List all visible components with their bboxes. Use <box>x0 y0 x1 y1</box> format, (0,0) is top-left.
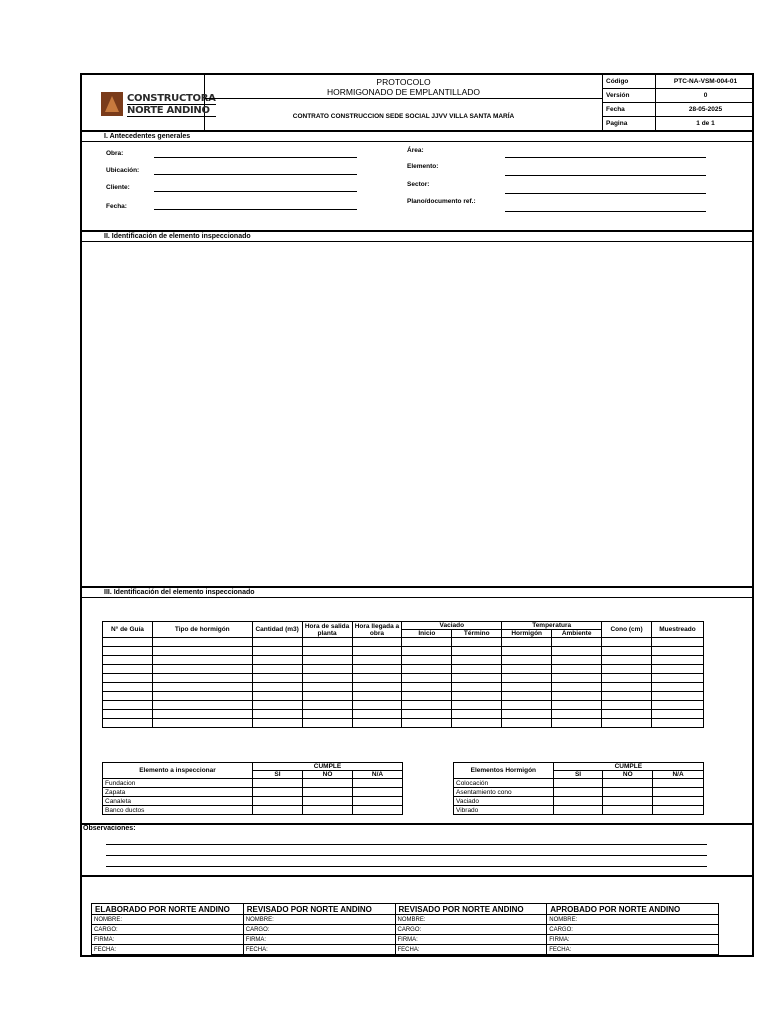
guide-cell[interactable] <box>651 665 703 674</box>
guide-row <box>103 647 704 656</box>
signature-column-header: APROBADO POR NORTE ANDINO <box>547 904 719 915</box>
observaciones-line-3[interactable] <box>106 866 707 867</box>
section-1-title: I. Antecedentes generales <box>104 133 191 140</box>
meta-version-value: 0 <box>655 89 755 102</box>
guide-cell[interactable] <box>602 665 652 674</box>
guide-cell[interactable] <box>352 665 402 674</box>
guide-cell[interactable] <box>402 638 452 647</box>
inspect-left-no: NO <box>303 771 353 779</box>
guide-cell[interactable] <box>402 647 452 656</box>
guide-cell[interactable] <box>402 683 452 692</box>
section-1-bar <box>82 130 752 142</box>
logo-cell <box>82 75 216 130</box>
inspect-left-item-label: Fundacion <box>103 779 253 788</box>
guide-cell[interactable] <box>552 665 602 674</box>
inspect-right-body <box>454 779 704 815</box>
signature-field[interactable]: FIRMA: <box>547 935 719 945</box>
signature-row <box>92 915 719 925</box>
document-frame <box>80 73 754 957</box>
cliente-field[interactable] <box>154 191 357 192</box>
inspect-left-check-na[interactable] <box>353 788 403 797</box>
area-label: Área: <box>407 147 424 154</box>
title-line-2: HORMIGONADO DE EMPLANTILLADO <box>326 87 481 97</box>
guide-cell[interactable] <box>302 656 352 665</box>
meta-page-value: 1 de 1 <box>655 117 755 130</box>
inspect-right-table <box>453 762 704 815</box>
guide-cell[interactable] <box>302 647 352 656</box>
guide-cell[interactable] <box>402 701 452 710</box>
guide-cell[interactable] <box>152 638 252 647</box>
guide-cell[interactable] <box>103 701 153 710</box>
guide-cell[interactable] <box>552 674 602 683</box>
signature-field[interactable]: NOMBRE: <box>547 915 719 925</box>
document-meta <box>603 75 754 130</box>
company-logo <box>127 93 216 117</box>
meta-page-row <box>603 117 754 131</box>
inspect-right-header: Elementos Hormigón <box>454 763 554 779</box>
signature-divider <box>82 875 752 877</box>
inspect-right-item-label: Vaciado <box>454 797 554 806</box>
obra-field[interactable] <box>154 157 357 158</box>
inspect-left-table <box>102 762 403 815</box>
header-ambiente: Ambiente <box>552 630 602 638</box>
signature-field[interactable]: CARGO: <box>92 925 244 935</box>
guide-cell[interactable] <box>452 674 502 683</box>
guide-cell[interactable] <box>651 701 703 710</box>
guide-cell[interactable] <box>452 719 502 728</box>
guide-cell[interactable] <box>103 719 153 728</box>
guide-cell[interactable] <box>602 656 652 665</box>
inspect-left-row <box>103 806 403 815</box>
guide-cell[interactable] <box>502 656 552 665</box>
guide-cell[interactable] <box>502 701 552 710</box>
signature-field[interactable]: FECHA: <box>547 945 719 955</box>
ubicacion-label: Ubicación: <box>106 167 140 174</box>
guide-cell[interactable] <box>302 692 352 701</box>
guide-cell[interactable] <box>651 710 703 719</box>
guide-cell[interactable] <box>552 701 602 710</box>
inspect-left-item-label: Canaleta <box>103 797 253 806</box>
signature-field[interactable]: FIRMA: <box>92 935 244 945</box>
title-cell <box>205 75 603 130</box>
section-3-bar <box>82 586 752 598</box>
header-cono: Cono (cm) <box>602 622 652 638</box>
inspect-right-item-label: Asentamiento cono <box>454 788 554 797</box>
guide-cell[interactable] <box>302 701 352 710</box>
plano-field[interactable] <box>505 211 706 212</box>
signature-field[interactable]: FECHA: <box>395 945 547 955</box>
header-inicio: Inicio <box>402 630 452 638</box>
guide-cell[interactable] <box>302 719 352 728</box>
inspect-left-item-label: Zapata <box>103 788 253 797</box>
guide-cell[interactable] <box>651 656 703 665</box>
guide-cell[interactable] <box>402 656 452 665</box>
section-2-bar <box>82 230 752 242</box>
guide-table-body <box>103 638 704 728</box>
inspect-left-item-label: Banco ductos <box>103 806 253 815</box>
guide-cell[interactable] <box>602 683 652 692</box>
elemento-field[interactable] <box>505 175 706 176</box>
inspect-left-check-no[interactable] <box>303 779 353 788</box>
guide-cell[interactable] <box>552 638 602 647</box>
guide-cell[interactable] <box>502 710 552 719</box>
signature-column-header: REVISADO POR NORTE ANDINO <box>395 904 547 915</box>
inspect-right-check-si[interactable] <box>553 797 603 806</box>
guide-cell[interactable] <box>552 683 602 692</box>
meta-code-value: PTC-NA-VSM-004-01 <box>655 75 755 88</box>
guide-cell[interactable] <box>502 674 552 683</box>
guide-cell[interactable] <box>502 683 552 692</box>
observaciones-label: Observaciones: <box>83 825 136 832</box>
guide-cell[interactable] <box>651 692 703 701</box>
inspect-left-check-si[interactable] <box>253 806 303 815</box>
header-hormigon: Hormigón <box>502 630 552 638</box>
guide-cell[interactable] <box>602 647 652 656</box>
signature-field[interactable]: CARGO: <box>395 925 547 935</box>
meta-date-label: Fecha <box>606 106 625 113</box>
guide-cell[interactable] <box>152 719 252 728</box>
inspect-right-check-no[interactable] <box>603 797 653 806</box>
header-termino: Término <box>452 630 502 638</box>
inspect-right-check-no[interactable] <box>603 779 653 788</box>
guide-cell[interactable] <box>602 638 652 647</box>
inspect-right-na: N/A <box>653 771 704 779</box>
guide-cell[interactable] <box>103 710 153 719</box>
guide-table <box>102 621 704 728</box>
inspect-right-cumple: CUMPLE <box>553 763 703 771</box>
inspect-right-row <box>454 806 704 815</box>
guide-cell[interactable] <box>402 692 452 701</box>
guide-cell[interactable] <box>103 665 153 674</box>
signature-field[interactable]: CARGO: <box>243 925 395 935</box>
guide-row <box>103 665 704 674</box>
observaciones-line-2[interactable] <box>106 855 707 856</box>
inspect-left-check-no[interactable] <box>303 797 353 806</box>
guide-cell[interactable] <box>103 683 153 692</box>
guide-cell[interactable] <box>352 701 402 710</box>
meta-code-label: Código <box>606 78 629 85</box>
inspect-left-check-si[interactable] <box>253 788 303 797</box>
guide-cell[interactable] <box>452 638 502 647</box>
header-muestreado: Muestreado <box>651 622 703 638</box>
guide-cell[interactable] <box>252 647 302 656</box>
signature-column-header: REVISADO POR NORTE ANDINO <box>243 904 395 915</box>
guide-cell[interactable] <box>602 701 652 710</box>
header-tipo: Tipo de hormigón <box>152 622 252 638</box>
guide-cell[interactable] <box>352 674 402 683</box>
guide-cell[interactable] <box>352 692 402 701</box>
guide-row <box>103 656 704 665</box>
guide-cell[interactable] <box>352 719 402 728</box>
signature-field[interactable]: NOMBRE: <box>92 915 244 925</box>
guide-cell[interactable] <box>152 665 252 674</box>
guide-cell[interactable] <box>352 710 402 719</box>
guide-cell[interactable] <box>252 656 302 665</box>
guide-cell[interactable] <box>602 674 652 683</box>
section-3-title: III. Identificación del elemento inspeccionado <box>104 589 255 596</box>
header-salida: Hora de salida planta <box>302 622 352 638</box>
area-field[interactable] <box>505 157 706 158</box>
guide-row <box>103 710 704 719</box>
guide-cell[interactable] <box>252 665 302 674</box>
inspect-right-check-si[interactable] <box>553 806 603 815</box>
signature-field[interactable]: FECHA: <box>243 945 395 955</box>
inspect-right-check-na[interactable] <box>653 806 704 815</box>
guide-cell[interactable] <box>302 710 352 719</box>
guide-cell[interactable] <box>352 638 402 647</box>
inspect-right-row <box>454 779 704 788</box>
guide-cell[interactable] <box>452 710 502 719</box>
guide-cell[interactable] <box>452 701 502 710</box>
guide-cell[interactable] <box>602 692 652 701</box>
guide-cell[interactable] <box>252 710 302 719</box>
inspect-left-check-na[interactable] <box>353 806 403 815</box>
sector-field[interactable] <box>505 193 706 194</box>
logo-top-text: CONSTRUCTORA <box>127 93 216 104</box>
guide-cell[interactable] <box>352 683 402 692</box>
guide-cell[interactable] <box>103 692 153 701</box>
guide-cell[interactable] <box>651 647 703 656</box>
guide-cell[interactable] <box>252 692 302 701</box>
guide-cell[interactable] <box>452 656 502 665</box>
signature-field[interactable]: FIRMA: <box>243 935 395 945</box>
guide-cell[interactable] <box>651 719 703 728</box>
inspect-left-body <box>103 779 403 815</box>
inspect-left-check-si[interactable] <box>253 797 303 806</box>
fecha-field[interactable] <box>154 209 357 210</box>
contract-name: CONTRATO CONSTRUCCION SEDE SOCIAL JJVV VILLA SANTA MARÍA <box>292 113 515 120</box>
guide-row <box>103 683 704 692</box>
guide-cell[interactable] <box>152 683 252 692</box>
guide-cell[interactable] <box>402 710 452 719</box>
guide-cell[interactable] <box>502 719 552 728</box>
meta-code-row <box>603 75 754 89</box>
guide-cell[interactable] <box>552 719 602 728</box>
meta-date-row <box>603 103 754 117</box>
inspect-right-si: SI <box>553 771 603 779</box>
guide-cell[interactable] <box>502 647 552 656</box>
guide-cell[interactable] <box>502 665 552 674</box>
observaciones-line-1[interactable] <box>106 844 707 845</box>
guide-cell[interactable] <box>152 701 252 710</box>
signature-row <box>92 935 719 945</box>
guide-cell[interactable] <box>402 665 452 674</box>
header-guia: N° de Guía <box>103 622 153 638</box>
guide-cell[interactable] <box>552 656 602 665</box>
signature-field[interactable]: FIRMA: <box>395 935 547 945</box>
guide-cell[interactable] <box>302 665 352 674</box>
guide-cell[interactable] <box>552 647 602 656</box>
guide-cell[interactable] <box>302 638 352 647</box>
guide-cell[interactable] <box>552 710 602 719</box>
guide-cell[interactable] <box>152 692 252 701</box>
meta-version-label: Versión <box>606 92 630 99</box>
inspect-left-row <box>103 788 403 797</box>
inspect-left-check-no[interactable] <box>303 806 353 815</box>
guide-cell[interactable] <box>402 674 452 683</box>
guide-cell[interactable] <box>452 692 502 701</box>
guide-cell[interactable] <box>452 647 502 656</box>
guide-cell[interactable] <box>252 683 302 692</box>
guide-cell[interactable] <box>103 638 153 647</box>
guide-cell[interactable] <box>502 692 552 701</box>
signature-body <box>92 915 719 955</box>
meta-version-row <box>603 89 754 103</box>
inspect-left-check-na[interactable] <box>353 797 403 806</box>
inspect-right-check-no[interactable] <box>603 788 653 797</box>
ubicacion-field[interactable] <box>154 174 357 175</box>
guide-cell[interactable] <box>252 638 302 647</box>
guide-cell[interactable] <box>602 719 652 728</box>
guide-cell[interactable] <box>552 692 602 701</box>
signature-column-header: ELABORADO POR NORTE ANDINO <box>92 904 244 915</box>
guide-cell[interactable] <box>402 719 452 728</box>
guide-cell[interactable] <box>152 674 252 683</box>
signature-field[interactable]: FECHA: <box>92 945 244 955</box>
guide-cell[interactable] <box>302 674 352 683</box>
guide-cell[interactable] <box>152 647 252 656</box>
signature-row <box>92 925 719 935</box>
guide-cell[interactable] <box>152 656 252 665</box>
inspect-right-item-label: Vibrado <box>454 806 554 815</box>
fecha-label: Fecha: <box>106 203 127 210</box>
guide-row <box>103 638 704 647</box>
guide-cell[interactable] <box>252 719 302 728</box>
header-temperatura: Temperatura <box>502 622 602 630</box>
signature-field[interactable]: NOMBRE: <box>243 915 395 925</box>
guide-row <box>103 719 704 728</box>
guide-cell[interactable] <box>651 683 703 692</box>
sector-label: Sector: <box>407 181 430 188</box>
guide-cell[interactable] <box>452 665 502 674</box>
guide-cell[interactable] <box>103 656 153 665</box>
header-cantidad: Cantidad (m3) <box>252 622 302 638</box>
guide-cell[interactable] <box>602 710 652 719</box>
inspect-right-row <box>454 788 704 797</box>
inspect-left-na: N/A <box>353 771 403 779</box>
meta-page-label: Pagina <box>606 120 628 127</box>
header-llegada: Hora llegada a obra <box>352 622 402 638</box>
header-vaciado: Vaciado <box>402 622 502 630</box>
guide-row <box>103 692 704 701</box>
inspect-right-check-si[interactable] <box>553 788 603 797</box>
inspect-right-check-na[interactable] <box>653 788 704 797</box>
inspect-left-check-na[interactable] <box>353 779 403 788</box>
signature-table <box>91 903 719 955</box>
meta-date-value: 28-05-2025 <box>655 103 755 116</box>
guide-cell[interactable] <box>252 674 302 683</box>
inspect-left-cumple: CUMPLE <box>253 763 403 771</box>
inspect-right-check-na[interactable] <box>653 797 704 806</box>
inspect-right-check-si[interactable] <box>553 779 603 788</box>
obra-label: Obra: <box>106 150 124 157</box>
inspect-left-row <box>103 779 403 788</box>
guide-cell[interactable] <box>352 656 402 665</box>
inspect-right-check-no[interactable] <box>603 806 653 815</box>
observaciones-divider <box>82 823 752 825</box>
title-line-1: PROTOCOLO <box>376 77 431 87</box>
inspect-left-check-si[interactable] <box>253 779 303 788</box>
guide-cell[interactable] <box>452 683 502 692</box>
guide-cell[interactable] <box>103 647 153 656</box>
inspect-right-check-na[interactable] <box>653 779 704 788</box>
guide-cell[interactable] <box>651 638 703 647</box>
guide-cell[interactable] <box>302 683 352 692</box>
guide-row <box>103 701 704 710</box>
element-sketch-area[interactable] <box>82 243 752 586</box>
plano-label: Plano/documento ref.: <box>407 198 476 205</box>
inspect-left-row <box>103 797 403 806</box>
guide-cell[interactable] <box>651 674 703 683</box>
inspect-left-check-no[interactable] <box>303 788 353 797</box>
guide-cell[interactable] <box>352 647 402 656</box>
inspect-right-item-label: Colocación <box>454 779 554 788</box>
guide-cell[interactable] <box>103 674 153 683</box>
guide-cell[interactable] <box>252 701 302 710</box>
guide-row <box>103 674 704 683</box>
inspect-left-si: SI <box>253 771 303 779</box>
section-2-title: II. Identificación de elemento inspeccionado <box>104 233 251 240</box>
logo-bottom-text: NORTE ANDINO <box>127 104 216 117</box>
signature-field[interactable]: NOMBRE: <box>395 915 547 925</box>
cliente-label: Cliente: <box>106 184 130 191</box>
logo-mark-icon <box>101 92 123 116</box>
inspect-left-header: Elemento a inspeccionar <box>103 763 253 779</box>
guide-cell[interactable] <box>502 638 552 647</box>
inspect-right-row <box>454 797 704 806</box>
inspect-right-no: NO <box>603 771 653 779</box>
signature-field[interactable]: CARGO: <box>547 925 719 935</box>
elemento-label: Elemento: <box>407 163 439 170</box>
guide-cell[interactable] <box>152 710 252 719</box>
signature-header-row <box>92 904 719 915</box>
signature-row <box>92 945 719 955</box>
